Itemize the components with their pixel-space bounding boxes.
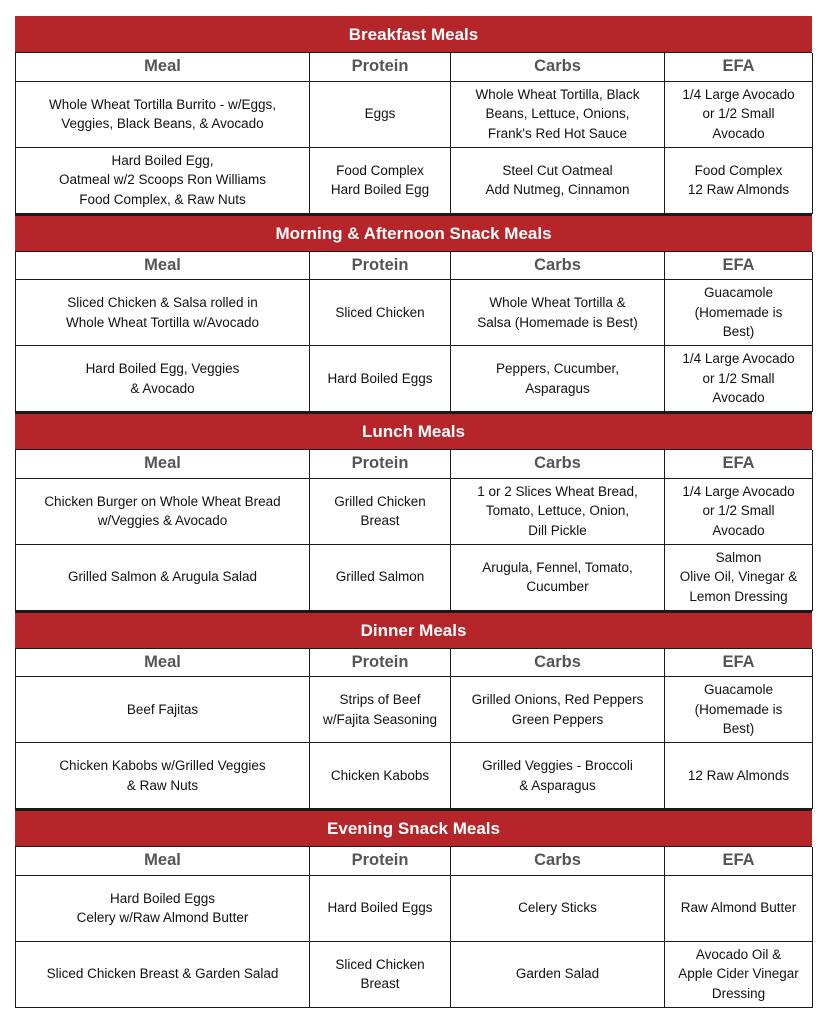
column-header-protein: Protein	[310, 450, 451, 478]
meal-cell: Sliced Chicken Breast & Garden Salad	[16, 941, 310, 1007]
column-header-protein: Protein	[310, 847, 451, 875]
meal-cell: Beef Fajitas	[16, 677, 310, 743]
section-title: Breakfast Meals	[15, 16, 812, 53]
carbs-cell: Arugula, Fennel, Tomato, Cucumber	[451, 544, 665, 610]
protein-cell: Hard Boiled Eggs	[310, 346, 451, 412]
efa-cell: Avocado Oil & Apple Cider Vinegar Dressing	[665, 941, 813, 1007]
meal-row	[16, 478, 813, 544]
meal-section	[15, 611, 812, 810]
carbs-cell: Garden Salad	[451, 941, 665, 1007]
meal-cell: Chicken Kabobs w/Grilled Veggies & Raw Nuts	[16, 743, 310, 809]
column-header-efa: EFA	[665, 450, 813, 478]
column-header-carbs: Carbs	[451, 847, 665, 875]
column-header-row	[16, 53, 813, 81]
column-header-meal: Meal	[16, 450, 310, 478]
column-header-meal: Meal	[16, 53, 310, 81]
meal-cell: Hard Boiled Eggs Celery w/Raw Almond Butter	[16, 875, 310, 941]
meal-section	[15, 214, 812, 413]
meal-row	[16, 280, 813, 346]
protein-cell: Food Complex Hard Boiled Egg	[310, 147, 451, 213]
column-header-carbs: Carbs	[451, 53, 665, 81]
efa-cell: 12 Raw Almonds	[665, 743, 813, 809]
column-header-meal: Meal	[16, 252, 310, 280]
meal-cell: Sliced Chicken & Salsa rolled in Whole Wheat Tortilla w/Avocado	[16, 280, 310, 346]
meal-row	[16, 875, 813, 941]
meal-table	[15, 847, 813, 1008]
protein-cell: Sliced Chicken	[310, 280, 451, 346]
meal-table	[15, 252, 813, 413]
column-header-efa: EFA	[665, 847, 813, 875]
column-header-carbs: Carbs	[451, 649, 665, 677]
column-header-row	[16, 252, 813, 280]
column-header-protein: Protein	[310, 53, 451, 81]
column-header-efa: EFA	[665, 649, 813, 677]
meal-row	[16, 941, 813, 1007]
meal-row	[16, 81, 813, 147]
efa-cell: 1/4 Large Avocado or 1/2 Small Avocado	[665, 81, 813, 147]
section-title: Dinner Meals	[15, 611, 812, 649]
carbs-cell: Whole Wheat Tortilla, Black Beans, Lettuce, Onions, Frank's Red Hot Sauce	[451, 81, 665, 147]
column-header-protein: Protein	[310, 649, 451, 677]
meal-cell: Hard Boiled Egg, Veggies & Avocado	[16, 346, 310, 412]
meal-row	[16, 147, 813, 213]
carbs-cell: Grilled Veggies - Broccoli & Asparagus	[451, 743, 665, 809]
meal-cell: Chicken Burger on Whole Wheat Bread w/Veggies & Avocado	[16, 478, 310, 544]
efa-cell: 1/4 Large Avocado or 1/2 Small Avocado	[665, 346, 813, 412]
meal-row	[16, 743, 813, 809]
column-header-efa: EFA	[665, 53, 813, 81]
protein-cell: Eggs	[310, 81, 451, 147]
meal-cell: Grilled Salmon & Arugula Salad	[16, 544, 310, 610]
protein-cell: Hard Boiled Eggs	[310, 875, 451, 941]
column-header-row	[16, 649, 813, 677]
efa-cell: Guacamole (Homemade is Best)	[665, 677, 813, 743]
efa-cell: Raw Almond Butter	[665, 875, 813, 941]
meal-row	[16, 677, 813, 743]
column-header-row	[16, 847, 813, 875]
meal-cell: Hard Boiled Egg, Oatmeal w/2 Scoops Ron Williams Food Complex, & Raw Nuts	[16, 147, 310, 213]
efa-cell: Salmon Olive Oil, Vinegar & Lemon Dressing	[665, 544, 813, 610]
column-header-meal: Meal	[16, 847, 310, 875]
protein-cell: Grilled Salmon	[310, 544, 451, 610]
meal-table	[15, 53, 813, 214]
meal-cell: Whole Wheat Tortilla Burrito - w/Eggs, Veggies, Black Beans, & Avocado	[16, 81, 310, 147]
carbs-cell: Whole Wheat Tortilla & Salsa (Homemade is Best)	[451, 280, 665, 346]
column-header-protein: Protein	[310, 252, 451, 280]
meal-row	[16, 544, 813, 610]
carbs-cell: Celery Sticks	[451, 875, 665, 941]
protein-cell: Strips of Beef w/Fajita Seasoning	[310, 677, 451, 743]
carbs-cell: Peppers, Cucumber, Asparagus	[451, 346, 665, 412]
column-header-meal: Meal	[16, 649, 310, 677]
efa-cell: Food Complex 12 Raw Almonds	[665, 147, 813, 213]
column-header-carbs: Carbs	[451, 252, 665, 280]
meal-section	[15, 16, 812, 214]
column-header-carbs: Carbs	[451, 450, 665, 478]
section-title: Morning & Afternoon Snack Meals	[15, 214, 812, 252]
section-title: Evening Snack Meals	[15, 809, 812, 847]
meal-section	[15, 809, 812, 1008]
meal-table	[15, 450, 813, 611]
column-header-row	[16, 450, 813, 478]
carbs-cell: Grilled Onions, Red Peppers Green Peppers	[451, 677, 665, 743]
column-header-efa: EFA	[665, 252, 813, 280]
efa-cell: 1/4 Large Avocado or 1/2 Small Avocado	[665, 478, 813, 544]
carbs-cell: 1 or 2 Slices Wheat Bread, Tomato, Lettuce, Onion, Dill Pickle	[451, 478, 665, 544]
protein-cell: Grilled Chicken Breast	[310, 478, 451, 544]
protein-cell: Sliced Chicken Breast	[310, 941, 451, 1007]
meal-plan-document	[15, 16, 812, 1008]
meal-section	[15, 412, 812, 611]
protein-cell: Chicken Kabobs	[310, 743, 451, 809]
meal-table	[15, 649, 813, 810]
meal-row	[16, 346, 813, 412]
carbs-cell: Steel Cut Oatmeal Add Nutmeg, Cinnamon	[451, 147, 665, 213]
efa-cell: Guacamole (Homemade is Best)	[665, 280, 813, 346]
section-title: Lunch Meals	[15, 412, 812, 450]
